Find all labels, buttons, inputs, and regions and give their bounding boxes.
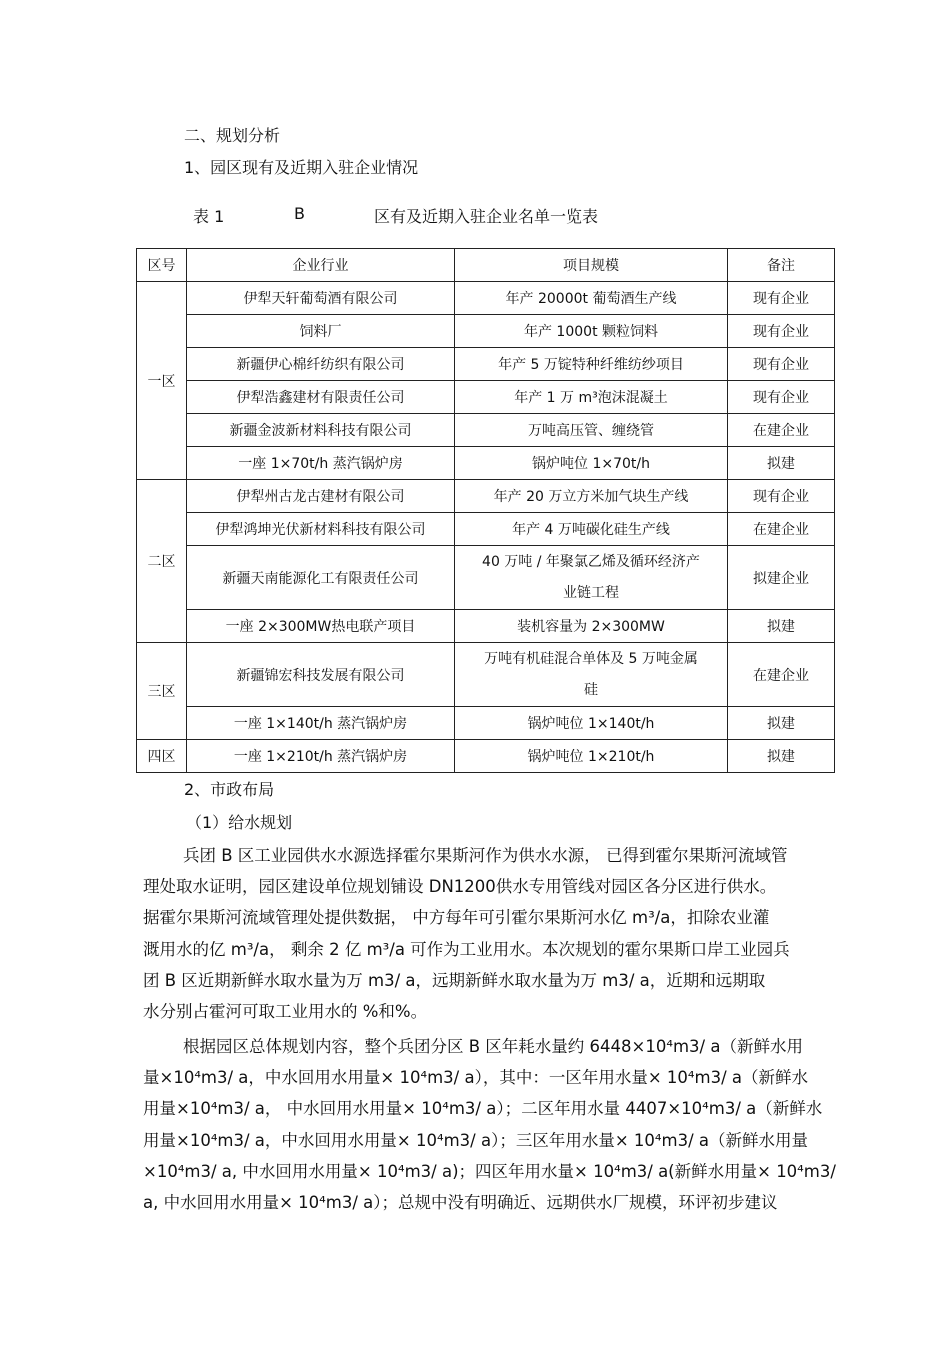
- scale-cell: 万吨高压管、缠绕管: [455, 414, 728, 447]
- paragraph-line: 兵团 B 区工业园供水水源选择霍尔果斯河作为供水水源， 已得到霍尔果斯河流域管: [183, 846, 788, 865]
- scale-cell: 年产 4 万吨碳化硅生产线: [455, 513, 728, 546]
- scale-cell: [455, 643, 728, 707]
- enterprise-cell: 伊犁鸿坤光伏新材料科技有限公司: [187, 513, 455, 546]
- table-row: [137, 513, 835, 546]
- table-row: [137, 348, 835, 381]
- paragraph-line: 根据园区总体规划内容，整个兵团分区 B 区年耗水量约 6448×10⁴m3/ a（新鲜水用: [183, 1037, 803, 1056]
- paragraph-line: 用量×10⁴m3/ a，中水回用水用量× 10⁴m3/ a）；三区年用水量× 10⁴m3/ a（新鲜水用量: [143, 1130, 809, 1150]
- remark-cell: 现有企业: [728, 348, 835, 381]
- table-row: [137, 381, 835, 414]
- water-consumption-paragraph: [143, 1031, 871, 1218]
- scale-cell: 锅炉吨位 1×140t/h: [455, 707, 728, 740]
- paragraph-line: 用量×10⁴m3/ a， 中水回用水用量× 10⁴m3/ a）；二区年用水量 4407×10⁴m3/ a（新鲜水: [143, 1099, 823, 1119]
- water-supply-paragraph: [143, 840, 871, 1027]
- table-row: [137, 740, 835, 773]
- table-row: [137, 315, 835, 348]
- scale-cell: 装机容量为 2×300MW: [455, 610, 728, 643]
- scale-cell: 年产 20000t 葡萄酒生产线: [455, 282, 728, 315]
- remark-cell: 现有企业: [728, 480, 835, 513]
- table-row: [137, 282, 835, 315]
- remark-cell: 在建企业: [728, 643, 835, 707]
- paragraph-line: 水分别占霍河可取工业用水的 %和%。: [143, 1002, 428, 1022]
- caption-letter: B: [294, 204, 305, 223]
- table-row: [137, 414, 835, 447]
- paragraph-line: 理处取水证明，园区建设单位规划铺设 DN1200供水专用管线对园区各分区进行供水。: [143, 877, 777, 897]
- scale-cell: 年产 5 万锭特种纤维纺纱项目: [455, 348, 728, 381]
- table-row: [137, 546, 835, 610]
- enterprise-cell: 新疆天南能源化工有限责任公司: [187, 546, 455, 610]
- remark-cell: 在建企业: [728, 513, 835, 546]
- scale-cell: 锅炉吨位 1×210t/h: [455, 740, 728, 773]
- zone-cell: 四区: [137, 740, 187, 773]
- header-remark: 备注: [728, 249, 835, 282]
- table-row: [137, 707, 835, 740]
- table-row: [137, 447, 835, 480]
- remark-cell: 拟建: [728, 707, 835, 740]
- header-industry: 企业行业: [187, 249, 455, 282]
- zone-cell: 二区: [137, 480, 187, 643]
- remark-cell: 拟建: [728, 447, 835, 480]
- table-row: [137, 610, 835, 643]
- header-zone: 区号: [137, 249, 187, 282]
- remark-cell: 现有企业: [728, 315, 835, 348]
- scale-line-continued: 硅: [584, 681, 598, 698]
- paragraph-line: 溉用水的亿 m³/a， 剩余 2 亿 m³/a 可作为工业用水。本次规划的霍尔果斯口岸工业园兵: [143, 939, 790, 959]
- scale-cell: 年产 20 万立方米加气块生产线: [455, 480, 728, 513]
- scale-line: 万吨有机硅混合单体及 5 万吨金属: [484, 650, 698, 667]
- enterprise-cell: 新疆金波新材料科技有限公司: [187, 414, 455, 447]
- enterprise-cell: 新疆锦宏科技发展有限公司: [187, 643, 455, 707]
- table-header-row: [137, 249, 835, 282]
- subsection-heading-1: 1、园区现有及近期入驻企业情况: [184, 158, 419, 177]
- remark-cell: 现有企业: [728, 282, 835, 315]
- scale-line: 40 万吨 / 年聚氯乙烯及循环经济产: [482, 553, 700, 570]
- enterprise-table: [136, 248, 835, 773]
- remark-cell: 在建企业: [728, 414, 835, 447]
- enterprise-cell: 一座 1×210t/h 蒸汽锅炉房: [187, 740, 455, 773]
- table-row: [137, 643, 835, 707]
- enterprise-cell: 新疆伊心棉纤纺织有限公司: [187, 348, 455, 381]
- zone-cell: 三区: [137, 643, 187, 740]
- remark-cell: 拟建企业: [728, 546, 835, 610]
- enterprise-cell: 一座 1×140t/h 蒸汽锅炉房: [187, 707, 455, 740]
- scale-cell: 锅炉吨位 1×70t/h: [455, 447, 728, 480]
- subsection-heading-2: 2、市政布局: [184, 780, 275, 799]
- remark-cell: 拟建: [728, 610, 835, 643]
- header-scale: 项目规模: [455, 249, 728, 282]
- caption-title: 区有及近期入驻企业名单一览表: [374, 207, 599, 226]
- caption-table-number: 表 1: [193, 207, 225, 226]
- paragraph-line: a, 中水回用水用量× 10⁴m3/ a）；总规中没有明确近、远期供水厂规模，环评初步建议: [143, 1193, 778, 1213]
- enterprise-cell: 伊犁州古龙古建材有限公司: [187, 480, 455, 513]
- section-heading: 二、规划分析: [184, 126, 281, 145]
- scale-cell: [455, 546, 728, 610]
- enterprise-cell: 一座 2×300MW热电联产项目: [187, 610, 455, 643]
- enterprise-cell: 一座 1×70t/h 蒸汽锅炉房: [187, 447, 455, 480]
- paragraph-line: 量×10⁴m3/ a，中水回用水用量× 10⁴m3/ a），其中：一区年用水量× 10⁴m3/ a（新鲜水: [143, 1068, 809, 1088]
- scale-cell: 年产 1000t 颗粒饲料: [455, 315, 728, 348]
- remark-cell: 现有企业: [728, 381, 835, 414]
- table-row: [137, 480, 835, 513]
- enterprise-cell: 饲料厂: [187, 315, 455, 348]
- paragraph-line: ×10⁴m3/ a, 中水回用水用量× 10⁴m3/ a)；四区年用水量× 10⁴m3/ a(新鲜水用量× 10⁴m3/: [143, 1161, 836, 1181]
- remark-cell: 拟建: [728, 740, 835, 773]
- zone-cell: 一区: [137, 282, 187, 480]
- scale-cell: 年产 1 万 m³泡沫混凝土: [455, 381, 728, 414]
- scale-line-continued: 业链工程: [563, 584, 619, 601]
- paragraph-line: 团 B 区近期新鲜水取水量为万 m3/ a，远期新鲜水取水量为万 m3/ a，近期和远期取: [143, 970, 766, 990]
- enterprise-cell: 伊犁浩鑫建材有限责任公司: [187, 381, 455, 414]
- subsection-heading-3: （1）给水规划: [186, 813, 293, 832]
- enterprise-cell: 伊犁天轩葡萄酒有限公司: [187, 282, 455, 315]
- paragraph-line: 据霍尔果斯河流域管理处提供数据， 中方每年可引霍尔果斯河水亿 m³/a，扣除农业灌: [143, 908, 770, 928]
